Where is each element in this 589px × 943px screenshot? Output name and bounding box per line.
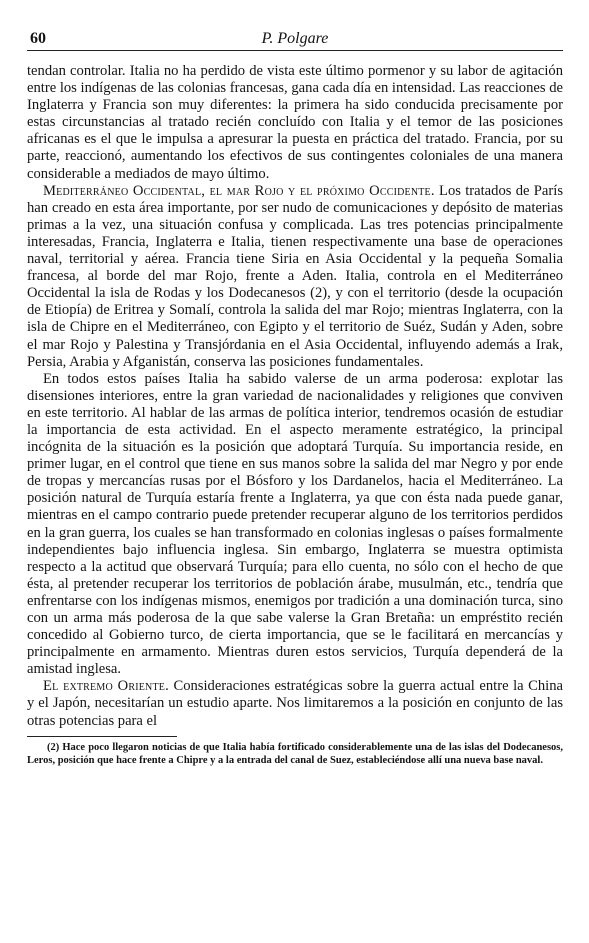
- book-page: [27, 28, 563, 767]
- paragraph-text: Los tratados de París han creado en esta área importante, por ser nudo de comunicaciones y depósito de materias primas a la vez, una situación confusa y complicada. Las tres potencias principalmente interesadas, Francia, Inglaterra e Italia, tienen respectivamente una base de operaciones naval, territorial y aérea. Francia tiene Siria en Asia Occidental y la pequeña Somalia francesa, al borde del mar Rojo, frente a Aden. Italia, controla en el Mediterráneo Occidental la isla de Rodas y los Dodecanesos (2), y con el territorio (desde la ocupación de Etiopía) de Eritrea y Somalí, controla la salida del mar Rojo; mientras Inglaterra, con la isla de Chipre en el Mediterráneo, con Egipto y el territorio de Suéz, Sudán y Aden, sobre el mar Rojo y Palestina y Transjórdania en el Asia Occidental, influyendo además a Irak, Persia, Arabia y Afganistán, conserva las posiciones fundamentales.: [27, 182, 563, 370]
- running-head: P. Polgare: [261, 30, 329, 47]
- footnote-divider: [27, 736, 177, 737]
- paragraph: [27, 678, 563, 729]
- page-number: 60: [30, 30, 46, 47]
- footnote-text: (2) Hace poco llegaron noticias de que Italia había fortificado considerablemente una de las islas del Dodecanesos, Leros, posición que hace frente a Chipre y a la entrada del canal de Suez, estableciéndose allí una nueva base naval.: [27, 741, 563, 766]
- paragraph: [27, 63, 563, 183]
- page-header: [27, 28, 563, 51]
- paragraph-text: tendan controlar. Italia no ha perdido de vista este último pormenor y su labor de agitación entre los indígenas de las colonias francesas, gana cada día en intensidad. Las reacciones de Inglaterra y Francia son muy diferentes: la primera ha sido conducida precisamente por estas circunstancias al tratado recién concluído con Italia y el temor de las posiciones africanas es el que le impulsa a apresurar la puesta en práctica del tratado. Francia, por su parte, reaccionó, aumentando los efectivos de sus contingentes coloniales de una manera considerable a mediados de mayo último.: [27, 63, 563, 182]
- main-text: [27, 63, 563, 730]
- paragraph-text: En todos estos países Italia ha sabido valerse de un arma poderosa: explotar las disensiones interiores, entre la gran variedad de nacionalidades y religiones que conviven en este territorio. Al hablar de las armas de política interior, tendremos ocasión de estudiar la importancia de esta actividad. En el aspecto meramente estratégico, la principal incógnita de la situación es la posición que adoptará Turquía. Su importancia reside, en primer lugar, en el control que tiene en sus manos sobre la salida del mar Negro y por ende de tropas y mercancías rusas por el Bósforo y los Dardanelos, hacia el Mediterráneo. La posición natural de Turquía estaría frente a Inglaterra, ya que con ésta nada puede ganar, mientras en el campo contrario puede pretender recuperar alguno de los territorios perdidos en la gran guerra, los cuales se han transformado en colonias inglesas o países formalmente independientes bajo influencia inglesa. Sin embargo, Inglaterra se muestra optimista respecto a la actitud que observará Turquía; para ello cuenta, no sólo con el hecho de que ésta, al pretender recuperar los territorios de población árabe, musulmán, etc., tendría que enfrentarse con los indígenas mismos, enemigos por tradición a una dominación turca, sino con un arma más poderosa de la que sabe valerse la Gran Bretaña: un empréstito recién concedido al Gobierno turco, de cierta importancia, que se le facilitará en mercancías y principalmente en armamento. Mientras duren estos servicios, Turquía dependerá de la amistad inglesa.: [27, 370, 563, 678]
- paragraph: [27, 371, 563, 679]
- paragraph: [27, 183, 563, 371]
- section-heading: El extremo Oriente.: [43, 678, 169, 695]
- section-heading: Mediterráneo Occidental, el mar Rojo y el próximo Occidente.: [43, 182, 435, 199]
- footnote: [27, 741, 563, 767]
- paragraph-text: Consideraciones estratégicas sobre la guerra actual entre la China y el Japón, necesitarían un estudio aparte. Nos limitaremos a la posición en conjunto de las otras potencias para el: [27, 678, 563, 729]
